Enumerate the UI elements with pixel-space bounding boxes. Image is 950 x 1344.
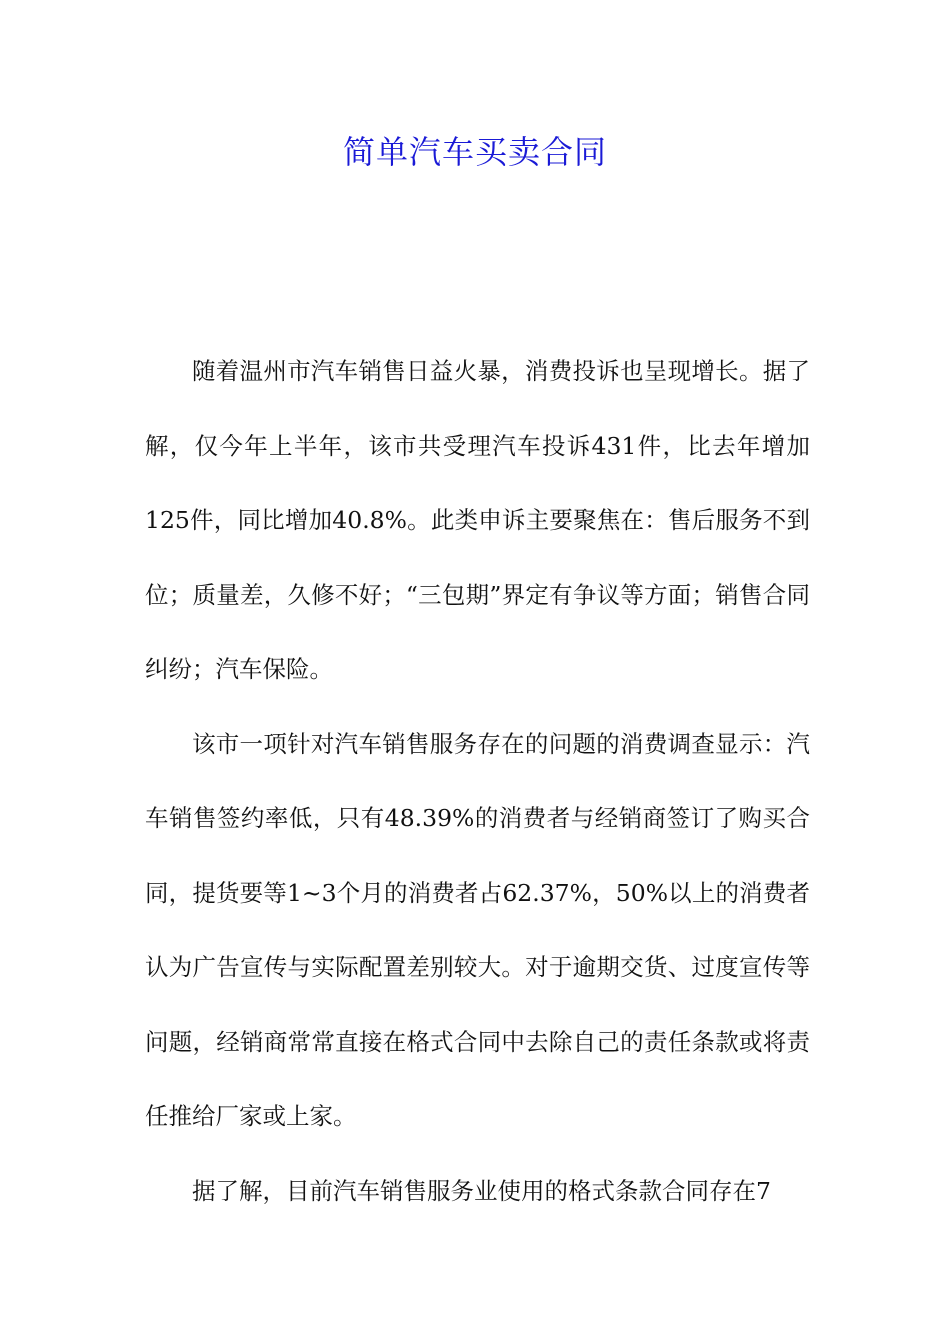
document-title: 简单汽车买卖合同 xyxy=(342,133,607,171)
document-body xyxy=(145,334,810,1228)
paragraph: 该市一项针对汽车销售服务存在的问题的消费调查显示：汽车销售签约率低，只有48.39%的消费者与经销商签订了购买合同，提货要等1~3个月的消费者占62.37%，50%以上的消费者认为广告宣传与实际配置差别较大。对于逾期交货、过度宣传等问题，经销商常常直接在格式合同中去除自己的责任条款或将责任推给厂家或上家。 xyxy=(145,729,810,1130)
paragraph: 随着温州市汽车销售日益火暴，消费投诉也呈现增长。据了解，仅今年上半年，该市共受理汽车投诉431件，比去年增加125件，同比增加40.8%。此类申诉主要聚焦在：售后服务不到位；质量差，久修不好；“三包期”界定有争议等方面；销售合同纠纷；汽车保险。 xyxy=(145,357,810,683)
paragraph: 据了解，目前汽车销售服务业使用的格式条款合同存在7 xyxy=(192,1176,771,1205)
